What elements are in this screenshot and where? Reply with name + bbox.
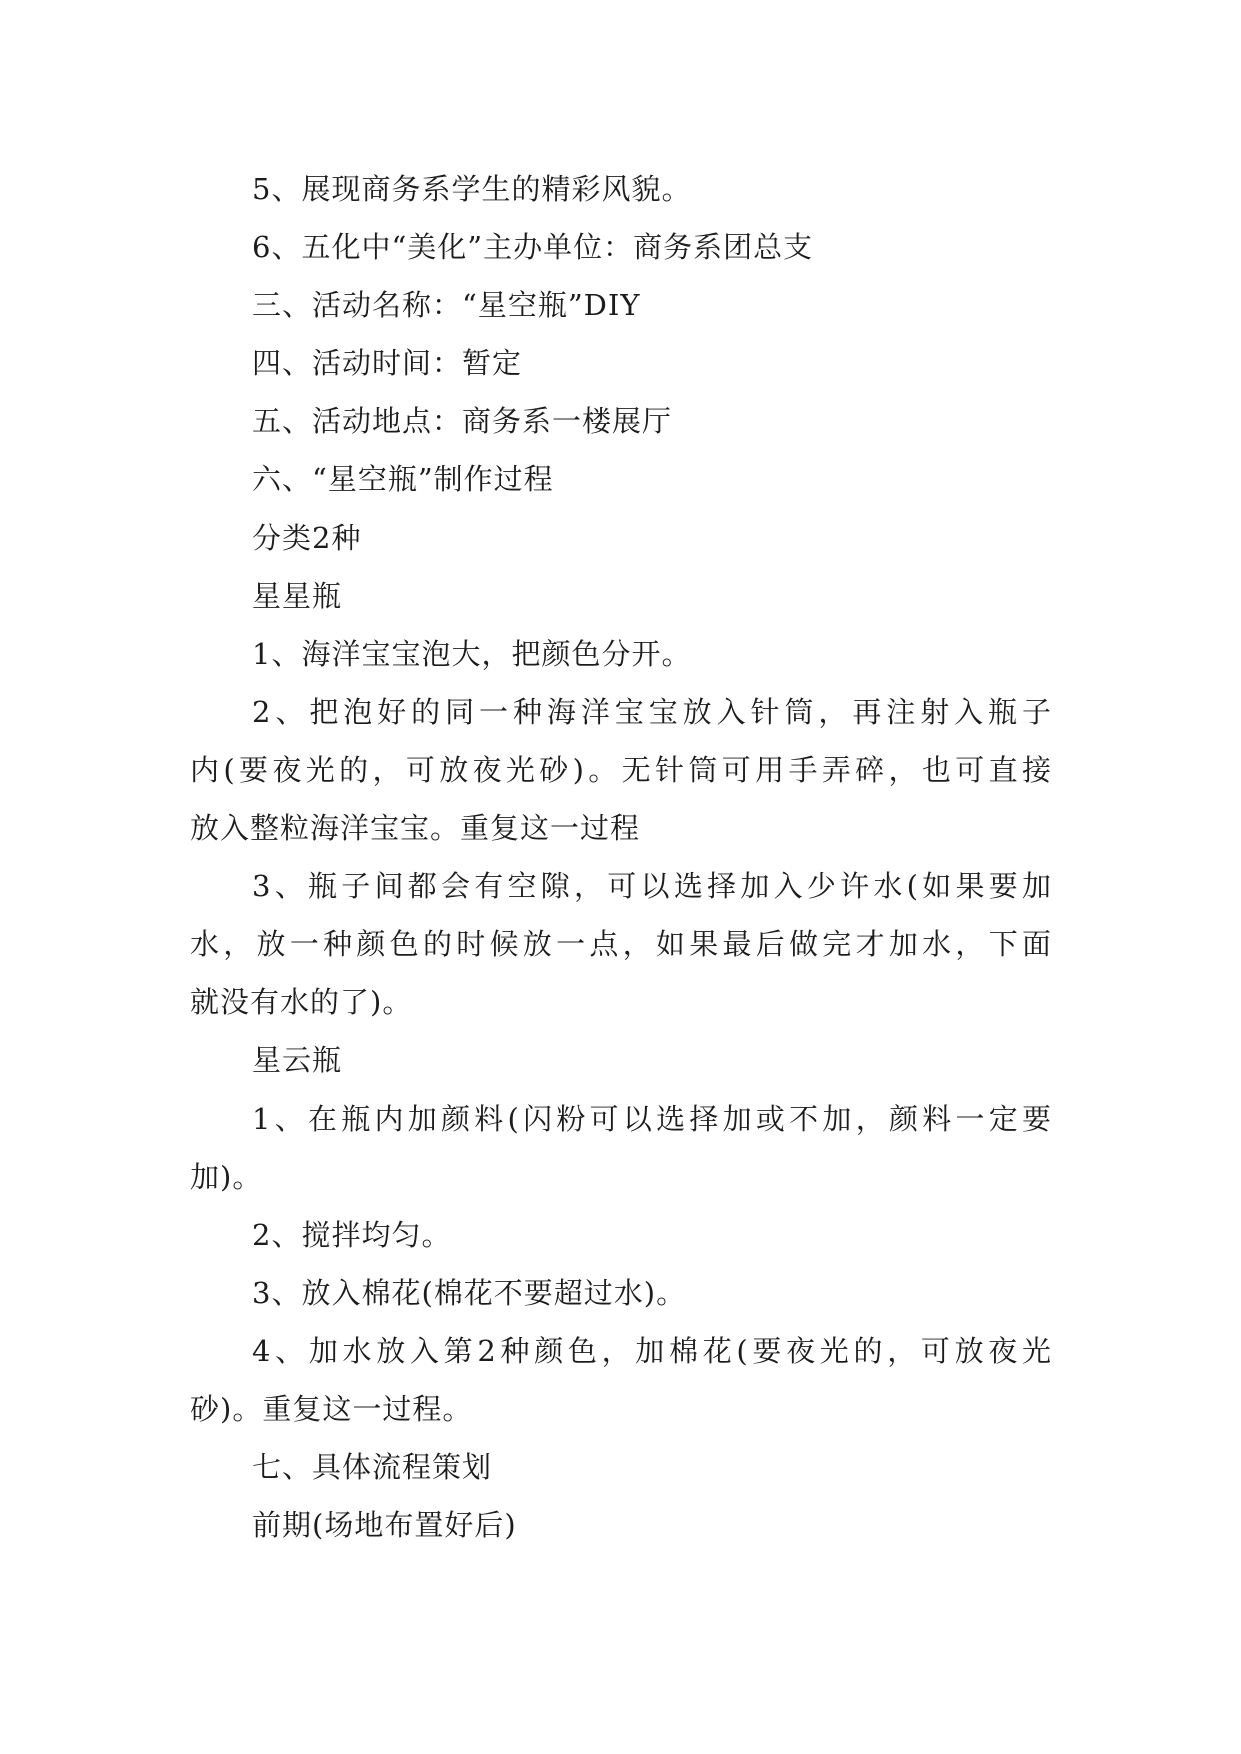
text-line: 四、活动时间：暂定 <box>252 346 523 381</box>
text-line: 六、“星空瓶”制作过程 <box>252 462 554 497</box>
paragraph-star-step-2 <box>190 683 1052 857</box>
paragraph-nebula-step-2 <box>190 1206 1052 1264</box>
text-line: 五、活动地点：商务系一楼展厅 <box>252 404 673 439</box>
text-line: 水，放一种颜色的时候放一点，如果最后做完才加水，下面 <box>190 927 1052 962</box>
text-line: 星星瓶 <box>252 578 343 613</box>
text-line: 内(要夜光的，可放夜光砂)。无针筒可用手弄碎，也可直接 <box>190 752 1052 787</box>
text-line: 放入整粒海洋宝宝。重复这一过程 <box>190 811 641 846</box>
paragraph-early-stage <box>190 1496 1052 1554</box>
text-line: 3、瓶子间都会有空隙，可以选择加入少许水(如果要加 <box>252 869 1052 904</box>
section-heading-activity-time <box>190 334 1052 392</box>
subheading-star-bottle <box>190 567 1052 625</box>
text-line: 3、放入棉花(棉花不要超过水)。 <box>252 1275 687 1310</box>
subheading-nebula-bottle <box>190 1031 1052 1089</box>
text-line: 4、加水放入第2种颜色，加棉花(要夜光的，可放夜光 <box>252 1333 1052 1368</box>
section-heading-activity-name <box>190 276 1052 334</box>
paragraph-star-step-3 <box>190 857 1052 1031</box>
paragraph-goal-5 <box>190 160 1052 218</box>
text-line: 加)。 <box>190 1159 263 1194</box>
paragraph-nebula-step-4 <box>190 1322 1052 1438</box>
section-heading-process-planning <box>190 1438 1052 1496</box>
text-line: 三、活动名称：“星空瓶”DIY <box>252 288 641 323</box>
text-line: 1、在瓶内加颜料(闪粉可以选择加或不加，颜料一定要 <box>252 1101 1052 1136</box>
text-line: 就没有水的了)。 <box>190 985 413 1020</box>
text-line: 砂)。重复这一过程。 <box>190 1391 473 1426</box>
text-line: 分类2种 <box>252 520 362 555</box>
paragraph-organizer <box>190 218 1052 276</box>
text-line: 前期(场地布置好后) <box>252 1508 517 1543</box>
text-line: 七、具体流程策划 <box>252 1450 493 1485</box>
text-line: 2、把泡好的同一种海洋宝宝放入针筒，再注射入瓶子 <box>252 694 1052 729</box>
section-heading-making-process <box>190 450 1052 508</box>
paragraph-nebula-step-3 <box>190 1264 1052 1322</box>
text-line: 星云瓶 <box>252 1043 343 1078</box>
document-body <box>190 160 1052 1554</box>
text-line: 2、搅拌均匀。 <box>252 1217 452 1252</box>
text-line: 1、海洋宝宝泡大，把颜色分开。 <box>252 636 692 671</box>
text-line: 5、展现商务系学生的精彩风貌。 <box>252 172 692 206</box>
section-heading-activity-location <box>190 392 1052 450</box>
paragraph-categories <box>190 509 1052 567</box>
paragraph-star-step-1 <box>190 625 1052 683</box>
text-line: 6、五化中“美化”主办单位：商务系团总支 <box>252 230 814 265</box>
paragraph-nebula-step-1 <box>190 1090 1052 1206</box>
